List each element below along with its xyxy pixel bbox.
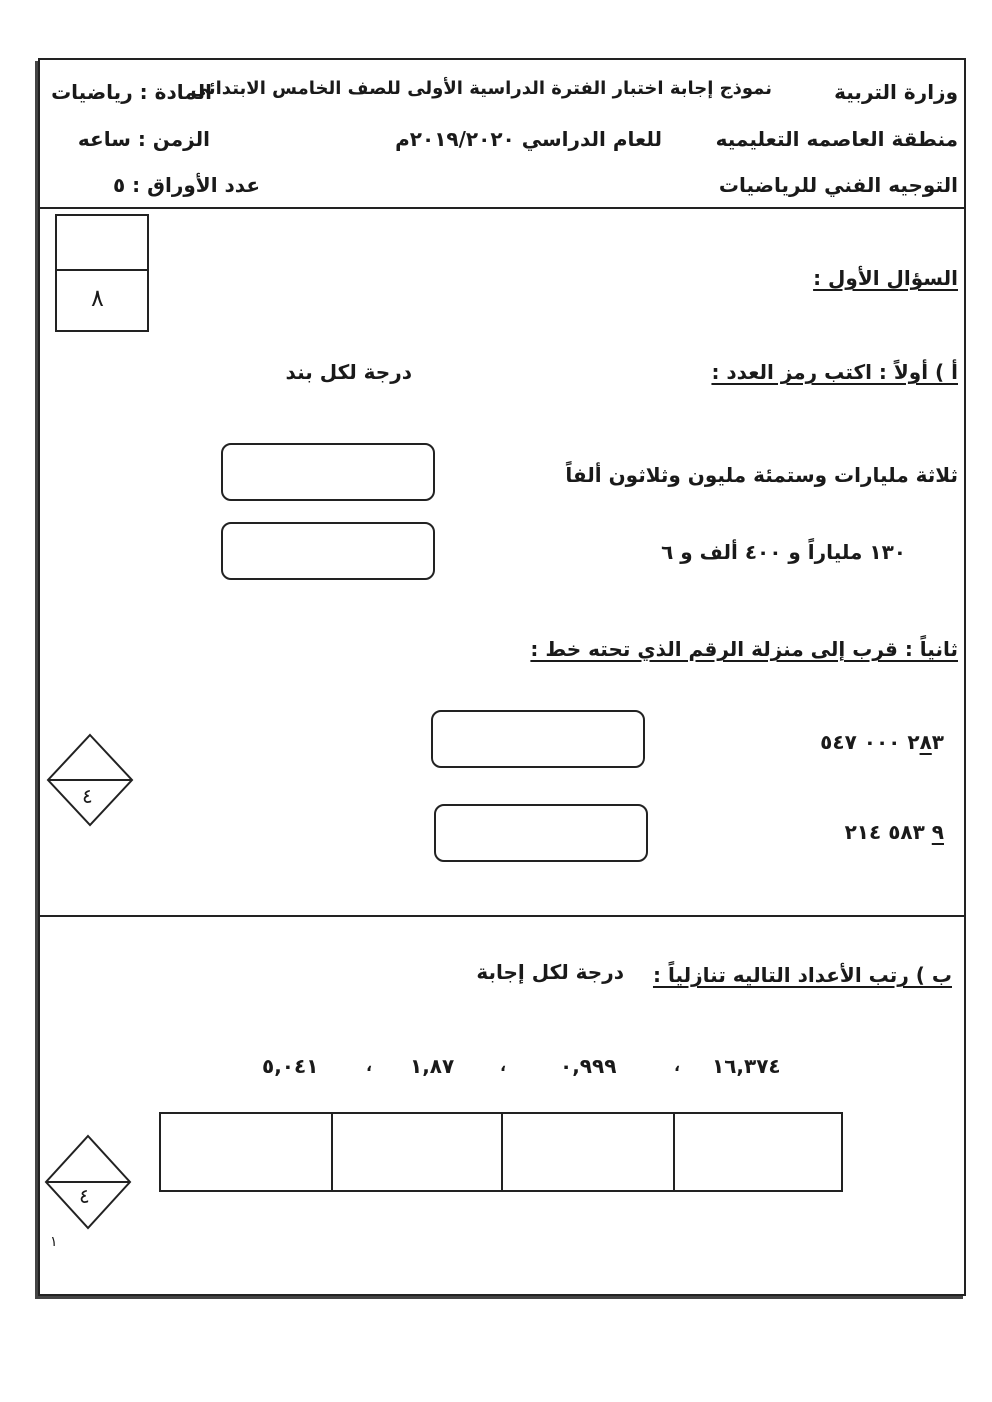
subject-label: المادة : رياضيات	[51, 80, 212, 104]
part-a-grade-note: درجة لكل بند	[285, 360, 412, 384]
exam-title: نموذج إجابة اختبار الفترة الدراسية الأولى للصف الخامس الابتدائي	[190, 78, 772, 99]
part-b-score: ٤	[79, 1184, 90, 1208]
round-number-1-digit: ٨	[919, 730, 932, 754]
part-b-label: ب ) رتب الأعداد التاليه تنازلياً :	[652, 963, 952, 987]
academic-year: للعام الدراسي ٢٠١٩/٢٠٢٠م	[395, 127, 662, 151]
ministry-label: وزارة التربية	[834, 80, 958, 104]
part-a-item-1: ثلاثة مليارات وستمئة مليون وثلاثون ألفاً	[565, 463, 958, 487]
part-a-label: أ ) أولاً : اكتب رمز العدد :	[711, 360, 958, 384]
header-divider	[40, 207, 964, 209]
district-label: منطقة العاصمه التعليميه	[715, 127, 958, 151]
round-answer-box-2[interactable]	[434, 804, 648, 862]
order-number-2: ٠,٩٩٩	[560, 1054, 617, 1078]
part-a2-score-diamond	[46, 733, 134, 827]
round-number-2	[845, 820, 944, 844]
q1-title: السؤال الأول :	[813, 266, 958, 290]
round-number-2-after: ٥٨٣ ٢١٤	[844, 820, 932, 844]
order-separator-1: ،	[674, 1056, 681, 1075]
order-answer-cell-1[interactable]	[673, 1112, 843, 1192]
section-divider	[40, 915, 964, 917]
page-frame	[38, 58, 966, 1296]
time-label: الزمن : ساعه	[77, 127, 210, 151]
pages-count: عدد الأوراق : ٥	[112, 173, 260, 197]
order-separator-3: ،	[366, 1056, 373, 1075]
q1-score-box	[55, 214, 149, 332]
answer-box-2[interactable]	[221, 522, 435, 580]
part-b-score-diamond	[44, 1134, 132, 1230]
page-number: ١	[50, 1234, 58, 1250]
order-answer-cell-4[interactable]	[159, 1112, 333, 1192]
order-separator-2: ،	[500, 1056, 507, 1075]
order-number-4: ٥,٠٤١	[262, 1054, 319, 1078]
order-answer-cell-3[interactable]	[331, 1112, 503, 1192]
round-number-2-digit: ٩	[931, 820, 944, 844]
order-number-1: ١٦,٣٧٤	[712, 1054, 781, 1078]
part-b-grade-note: درجة لكل إجابة	[476, 960, 624, 984]
round-number-1-before: ٢	[907, 730, 920, 754]
q1-score-divider	[57, 269, 147, 271]
part-a2-label: ثانياً : قرب إلى منزلة الرقم الذي تحته خط :	[530, 637, 958, 661]
answer-box-1[interactable]	[221, 443, 435, 501]
order-answer-cell-2[interactable]	[501, 1112, 675, 1192]
part-a-item-2: ١٣٠ ملياراً و ٤٠٠ ألف و ٦	[661, 540, 906, 564]
round-answer-box-1[interactable]	[431, 710, 645, 768]
department-label: التوجيه الفني للرياضيات	[718, 173, 958, 197]
q1-score: ٨	[91, 284, 104, 312]
round-number-1-after: ٣ ٠٠٠ ٥٤٧	[820, 730, 944, 754]
part-a2-score: ٤	[82, 784, 93, 808]
order-number-3: ١,٨٧	[410, 1054, 455, 1078]
round-number-1	[820, 730, 944, 754]
